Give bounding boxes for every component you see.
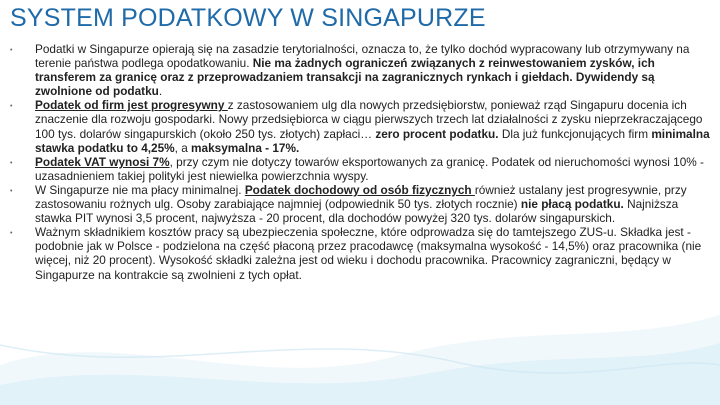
bullet-dot-icon: • (10, 103, 13, 111)
bullet-text-bold: Nie ma żadnych ograniczeń związanych z reinwestowaniem zysków, ich transferem za granicę oraz z przeprowadzaniem transakcji na zagranicznych rynkach i giełdach. Dywidendy są zwolnione od podatku (35, 56, 655, 99)
bullet-text: , a (174, 140, 192, 155)
bullet-text-bold: maksymalna - 17%. (191, 140, 300, 155)
bullet-dot-icon: • (10, 159, 13, 167)
bullet-vat (10, 155, 712, 183)
bullet-text: Podatki w Singapurze opierają się na zasadzie terytorialności (35, 42, 356, 56)
bullet-text: , oznacza to, że tylko dochód wypracowany lub otrzymywany na terenie państwa podlega opodatkowaniu. (35, 42, 690, 71)
bullet-text: , przy czym nie dotyczy towarów eksportowanych za granicę. Podatek od nieruchomości wynosi 10% - uzasadnieniem takiej polityki jest niewielka powierzchnia wyspy. (35, 154, 704, 183)
bullet-dot-icon: • (10, 230, 13, 238)
bullet-list (10, 42, 712, 282)
bullet-text: W Singapurze nie ma płacy minimalnej. (35, 182, 245, 197)
bullet-text: Dla już funkcjonujących firm (498, 126, 652, 141)
bullet-text-bold: zero procent podatku. (375, 126, 499, 141)
bullet-text: . (158, 84, 163, 99)
background-wave-decoration (0, 285, 720, 405)
bullet-corporate-tax (10, 98, 712, 154)
bullet-income-tax (10, 183, 712, 225)
bullet-text: Ważnym składnikiem kosztów pracy są ubezpieczenia społeczne, które odprowadza się do tamtejszego ZUS-u. Składka jest - podobnie jak w Polsce - podzielona na część płaconą przez pracodawcę (maksymalna wysokość - 14,5%) oraz pracownika (nie więcej, niż 20 procent). Wysokość składki zależna jest od wieku i dochodu pracownika. Pracownicy zagraniczni, będący w Singapurze na kontrakcie są zwolnieni z tych opłat. (35, 225, 702, 282)
bullet-territoriality (10, 42, 712, 98)
bullet-heading: Podatek dochodowy od osób fizycznych (244, 182, 475, 197)
page-title: SYSTEM PODATKOWY W SINGAPURZE (10, 4, 486, 32)
bullet-social-insurance (10, 225, 712, 281)
bullet-text-bold: minimalna stawka podatku to 4,25% (35, 126, 710, 155)
bullet-heading: Podatek VAT wynosi 7% (35, 154, 170, 169)
bullet-heading: Podatek od firm jest progresywny (35, 98, 228, 113)
bullet-dot-icon: • (10, 47, 13, 54)
bullet-text: również ustalany jest progresywnie, przy zastosowaniu rożnych ulg. Osoby zarabiające najmniej (odpowiednik 50 tys. złotych rocznie) (35, 182, 687, 212)
bullet-text-bold: nie płacą podatku. (520, 197, 624, 212)
bullet-text: z zastosowaniem ulg dla nowych przedsiębiorstw, ponieważ rząd Singapuru docenia ich znaczenie dla rozwoju gospodarki. Nowy przedsiębiorca w ciągu pierwszych trzech lat działalności z zysku nieprzekraczającego 100 tys. dolarów singapurskich (około 250 tys. złotych) zapłaci… (35, 98, 703, 141)
bullet-dot-icon: • (10, 187, 13, 195)
bullet-text: Najniższa stawka PIT wynosi 3,5 procent, najwyższa - 20 procent, dla dochodów powyżej 320 tys. dolarów singapurskich. (35, 197, 679, 226)
